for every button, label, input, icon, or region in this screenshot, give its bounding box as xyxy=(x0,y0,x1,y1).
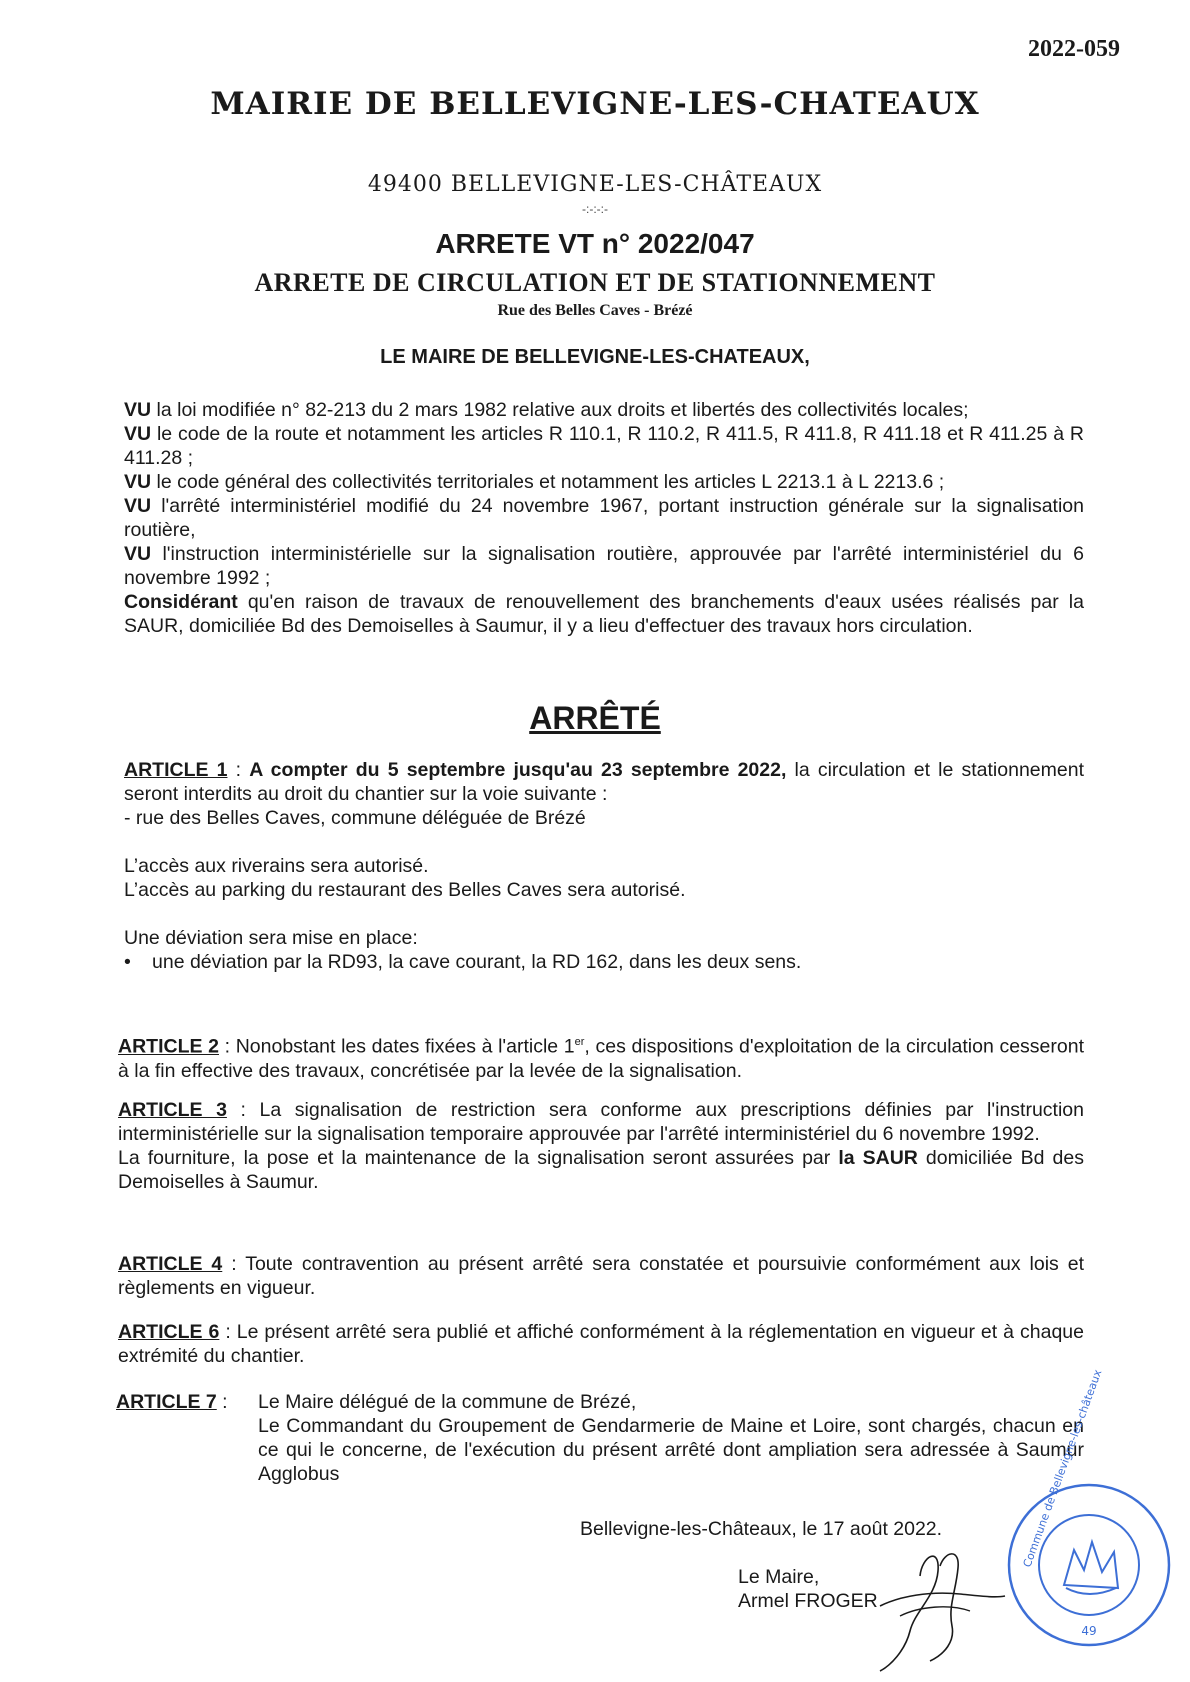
street-line: Rue des Belles Caves - Brézé xyxy=(497,302,693,319)
article-7-line: Le Maire délégué de la commune de Brézé, xyxy=(258,1391,637,1413)
consideration-item: VU l'arrêté interministériel modifié du 24 novembre 1967, portant instruction générale sur la signalisation routière, xyxy=(124,495,1084,541)
consideration-item: VU le code de la route et notamment les articles R 110.1, R 110.2, R 411.5, R 411.8, R 411.18 et R 411.25 à R 411.28 ; xyxy=(124,423,1084,469)
arrete-subtitle: ARRETE DE CIRCULATION ET DE STATIONNEMENT xyxy=(254,268,936,297)
seal-text: Commune de Bellevigne-les-châteaux xyxy=(1020,1367,1105,1570)
article-label: ARTICLE 2 xyxy=(118,1035,219,1058)
municipal-seal xyxy=(1004,1367,1174,1650)
article-label: ARTICLE 6 xyxy=(118,1321,220,1343)
consideration-item: Considérant qu'en raison de travaux de renouvellement des branchements d'eaux usées réalisés par la SAUR, domiciliée Bd des Demoiselles à Saumur, il y a lieu d'effectuer des travaux hors circulation. xyxy=(124,591,1084,637)
article-2: ARTICLE 2 : Nonobstant les dates fixées à l'article 1er, ces dispositions d'exploitation de la circulation cesseront à la fin effective des travaux, concrétisée par la levée de la signalisation. xyxy=(118,1035,1084,1082)
seal-number: 49 xyxy=(1081,1624,1097,1638)
arrete-number: ARRETE VT n° 2022/047 xyxy=(435,228,755,259)
document-reference: 2022-059 xyxy=(1028,36,1120,62)
article-6: ARTICLE 6 : Le présent arrêté sera publié et affiché conformément à la réglementation en vigueur et à chaque extrémité du chantier. xyxy=(118,1321,1084,1367)
mairie-heading: MAIRIE DE BELLEVIGNE-LES-CHATEAUX xyxy=(210,86,980,122)
separator: -:-:-:- xyxy=(582,202,608,216)
article-4: ARTICLE 4 : Toute contravention au présent arrêté sera constatée et poursuivie conformément aux lois et règlements en vigueur. xyxy=(118,1253,1084,1299)
deviation-intro: Une déviation sera mise en place: xyxy=(124,927,418,949)
postal-line: 49400 BELLEVIGNE-LES-CHÂTEAUX xyxy=(367,172,823,197)
consideration-item: VU l'instruction interministérielle sur la signalisation routière, approuvée par l'arrêté interministériel du 6 novembre 1992 ; xyxy=(124,543,1084,589)
considerations-block xyxy=(124,398,1084,638)
consideration-item: VU le code général des collectivités territoriales et notamment les articles L 2213.1 à L 2213.6 ; xyxy=(124,471,945,493)
article-7-label: ARTICLE 7 : xyxy=(116,1391,228,1413)
signatory-name: Armel FROGER xyxy=(738,1590,878,1612)
article-1: ARTICLE 1 : A compter du 5 septembre jusqu'au 23 septembre 2022, la circulation et le stationnement seront interdits au droit du chantier sur la voie suivante : - rue des Belles Caves, commune déléguée de Brézé L’accès aux riverains sera autorisé. L’accès au parking du restaurant des Belles Caves sera autorisé. Une déviation sera mise en place: • une déviation par la RD93, la cave courant, la RD 162, dans les deux sens. xyxy=(124,759,1084,973)
le-maire-heading: LE MAIRE DE BELLEVIGNE-LES-CHATEAUX, xyxy=(380,346,810,368)
access-parking: L’accès au parking du restaurant des Belles Caves sera autorisé. xyxy=(124,879,686,901)
deviation-item: • une déviation par la RD93, la cave courant, la RD 162, dans les deux sens. xyxy=(124,951,802,973)
consideration-item: VU la loi modifiée n° 82-213 du 2 mars 1982 relative aux droits et libertés des collectivités locales; xyxy=(124,399,969,421)
place-date: Bellevigne-les-Châteaux, le 17 août 2022. xyxy=(580,1518,943,1540)
article-label: ARTICLE 3 xyxy=(118,1099,227,1121)
street-restriction: - rue des Belles Caves, commune déléguée de Brézé xyxy=(124,807,586,829)
access-riverains: L’accès aux riverains sera autorisé. xyxy=(124,855,429,877)
arrete-heading: ARRÊTÉ xyxy=(529,700,661,736)
handwritten-signature xyxy=(860,1536,1010,1676)
article-3: ARTICLE 3 : La signalisation de restriction sera conforme aux prescriptions définies par l'instruction interministérielle sur la signalisation temporaire approuvée par l'arrêté interministériel du 6 novembre 1992. La fourniture, la pose et la maintenance de la signalisation seront assurées par la SAUR domiciliée Bd des Demoiselles à Saumur. xyxy=(118,1099,1084,1193)
article-7 xyxy=(258,1390,1084,1486)
signatory-title: Le Maire, xyxy=(738,1566,820,1588)
article-label: ARTICLE 4 xyxy=(118,1253,223,1275)
article-7-line: Le Commandant du Groupement de Gendarmerie de Maine et Loire, sont chargés, chacun en ce qui le concerne, de l'exécution du présent arrêté dont ampliation sera adressée à Saumur Agglobus xyxy=(258,1415,1084,1485)
article-label: ARTICLE 1 xyxy=(124,759,228,781)
